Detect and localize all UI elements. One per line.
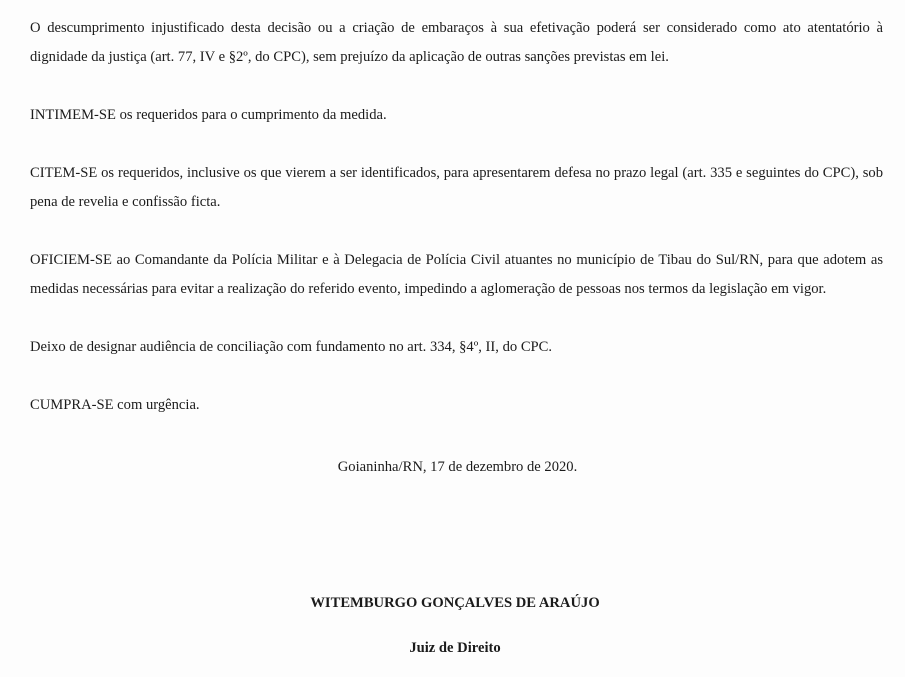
paragraph-enforcement: CUMPRA-SE com urgência. <box>30 397 200 413</box>
paragraph-official-letter: OFICIEM-SE ao Comandante da Polícia Militar e à Delegacia de Polícia Civil atuantes no município de Tibau do Sul/RN, para que adotem as medidas necessárias para evitar a realização do referido evento, impedindo a aglomeração de pessoas nos termos da legislação em vigor. <box>30 252 883 297</box>
paragraph-citation: CITEM-SE os requeridos, inclusive os que vierem a ser identificados, para apresentarem defesa no prazo legal (art. 335 e seguintes do CPC), sob pena de revelia e confissão ficta. <box>30 165 883 210</box>
signatory-name: WITEMBURGO GONÇALVES DE ARAÚJO <box>310 595 600 611</box>
paragraph-spacer <box>30 362 883 391</box>
paragraph-spacer <box>30 130 883 159</box>
paragraph-spacer <box>30 72 883 101</box>
paragraph-spacer <box>30 304 883 333</box>
paragraph-intimation: INTIMEM-SE os requeridos para o cumprimento da medida. <box>30 107 387 123</box>
paragraph-spacer <box>30 217 883 246</box>
place-and-date: Goianinha/RN, 17 de dezembro de 2020. <box>337 459 578 475</box>
signatory-title: Juiz de Direito <box>409 640 501 656</box>
paragraph-conciliation: Deixo de designar audiência de conciliação com fundamento no art. 334, §4º, II, do CPC. <box>30 339 553 355</box>
paragraph-noncompliance: O descumprimento injustificado desta decisão ou a criação de embaraços à sua efetivação poderá ser considerado como ato atentatório à dignidade da justiça (art. 77, IV e §2º, do CPC), sem prejuízo da aplicação de outras sanções previstas em lei. <box>30 20 883 65</box>
